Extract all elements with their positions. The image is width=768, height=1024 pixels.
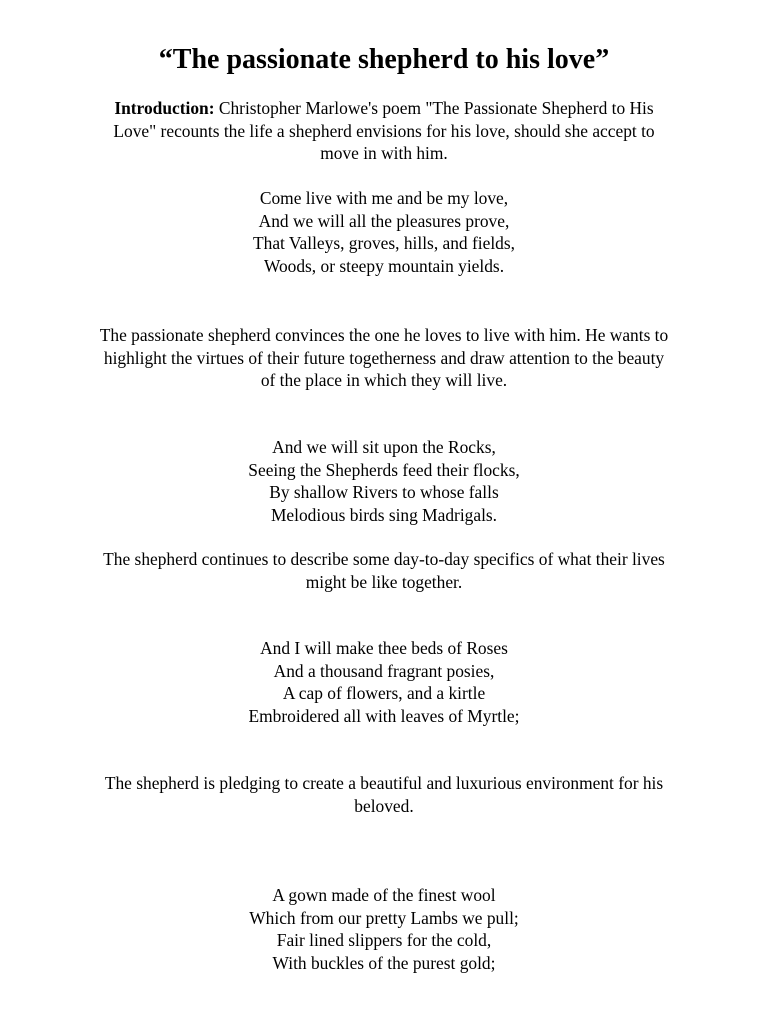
- commentary-line: might be like together.: [305, 571, 463, 592]
- commentary-3: [40, 772, 728, 817]
- verse-line: And we will all the pleasures prove,: [258, 210, 510, 231]
- verse-line: Which from our pretty Lambs we pull;: [249, 907, 519, 928]
- commentary-2: [40, 548, 728, 593]
- stanza-4: [40, 884, 728, 974]
- stanza-3: [40, 637, 728, 727]
- verse-line: And I will make thee beds of Roses: [260, 638, 508, 658]
- intro-line-1: [40, 97, 728, 120]
- intro-text-1: Christopher Marlowe's poem "The Passionate Shepherd to His: [214, 98, 654, 118]
- verse-line: Embroidered all with leaves of Myrtle;: [248, 705, 520, 726]
- verse-line: By shallow Rivers to whose falls: [269, 482, 499, 502]
- verse-line: With buckles of the purest gold;: [272, 952, 496, 973]
- verse-line: And we will sit upon the Rocks,: [272, 437, 496, 457]
- verse-line: A gown made of the finest wool: [272, 885, 496, 905]
- intro-line-2: Love" recounts the life a shepherd envisions for his love, should she accept to: [113, 120, 655, 141]
- commentary-line: The passionate shepherd convinces the one he loves to live with him. He wants to: [99, 325, 669, 345]
- page-title: “The passionate shepherd to his love”: [158, 44, 610, 75]
- verse-line: And a thousand fragrant posies,: [273, 660, 495, 681]
- commentary-1: [40, 324, 728, 392]
- intro-line-3: move in with him.: [320, 143, 448, 163]
- stanza-1: [40, 187, 728, 277]
- verse-line: That Valleys, groves, hills, and fields,: [253, 233, 515, 253]
- intro-label: Introduction:: [114, 98, 215, 118]
- commentary-line: beloved.: [354, 795, 414, 816]
- introduction-paragraph: [40, 97, 728, 165]
- verse-line: A cap of flowers, and a kirtle: [282, 683, 486, 703]
- verse-line: Woods, or steepy mountain yields.: [263, 255, 505, 276]
- commentary-line: highlight the virtues of their future togetherness and draw attention to the beauty: [103, 347, 665, 368]
- verse-line: Melodious birds sing Madrigals.: [270, 504, 498, 525]
- commentary-line: of the place in which they will live.: [260, 370, 508, 390]
- commentary-line: The shepherd continues to describe some day-to-day specifics of what their lives: [103, 549, 665, 569]
- verse-line: Come live with me and be my love,: [259, 188, 509, 208]
- commentary-line: The shepherd is pledging to create a beautiful and luxurious environment for his: [104, 773, 664, 793]
- stanza-2: [40, 436, 728, 526]
- verse-line: Seeing the Shepherds feed their flocks,: [248, 459, 520, 480]
- verse-line: Fair lined slippers for the cold,: [276, 930, 492, 950]
